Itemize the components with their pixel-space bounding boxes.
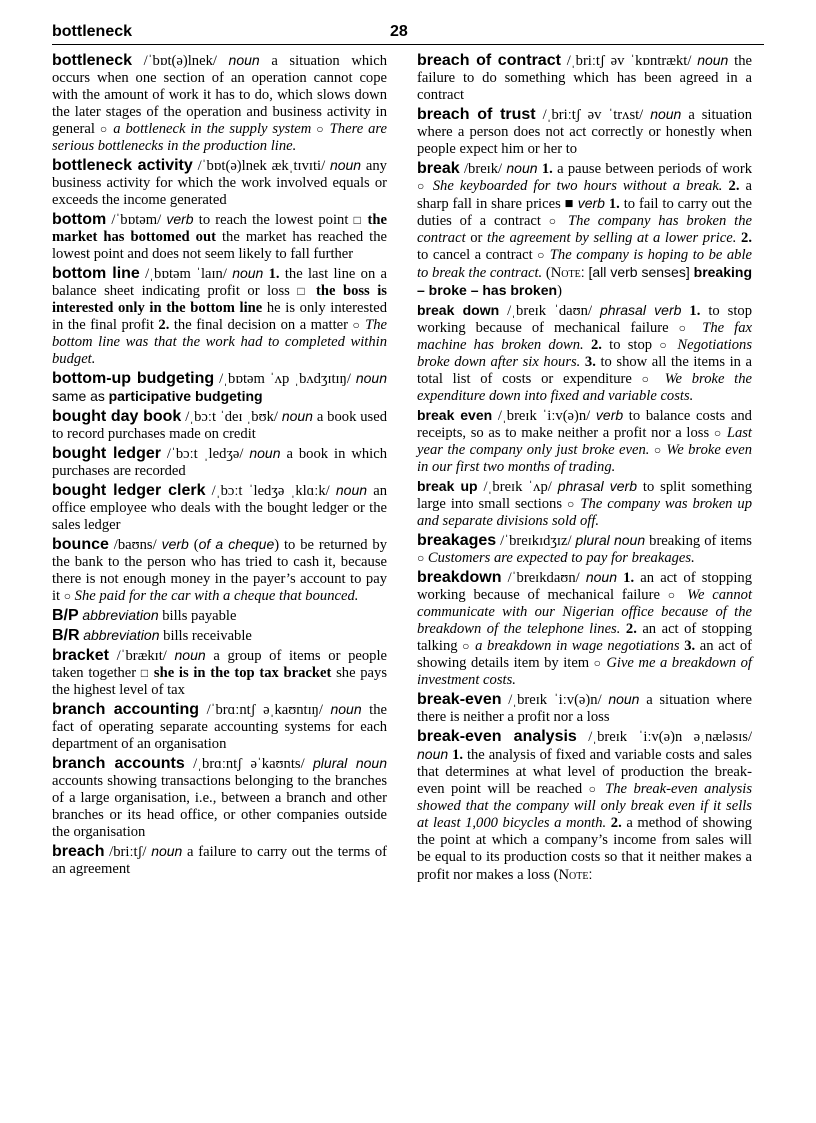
entry-headword: break even — [417, 407, 493, 423]
running-headword: bottleneck — [52, 23, 133, 40]
part-of-speech: noun — [355, 370, 387, 386]
entry-headword: break up — [417, 478, 478, 494]
example-text: There are serious bottlenecks in the production line. — [52, 121, 388, 154]
sense-number: 1. — [608, 196, 620, 212]
entry-text: to balance costs and receipts, so as to make neither a profit nor a loss — [417, 408, 752, 441]
entry-text: a method of showing the point at which a company’s income from sales will be equal to its production costs so that it neither makes a profit nor makes a loss ( — [417, 815, 752, 883]
entry-text: /ˌbreɪk ˈiːv(ə)n əˌnæləsɪs/ — [576, 729, 752, 745]
entry-text: ( — [542, 265, 551, 281]
part-of-speech: noun — [329, 157, 362, 173]
entry-text: the last line on a balance sheet indicating profit or loss — [52, 266, 387, 299]
example-marker: ○ — [566, 497, 576, 511]
left-column — [52, 52, 387, 880]
page-number: 28 — [390, 23, 408, 40]
entry-headword: bottleneck — [52, 52, 133, 69]
entry-text: /ˌbreɪk ˈiːv(ə)n/ — [501, 692, 609, 708]
entry-headword: break down — [417, 302, 500, 318]
entry-text — [655, 371, 665, 387]
dictionary-entry — [417, 691, 752, 726]
page-header — [52, 22, 764, 45]
entry-text: /ˌbɒtəm ˈlaɪn/ — [139, 266, 233, 282]
entry-text: /ˌbreɪk ˈʌp/ — [477, 479, 558, 495]
example-text: We broke even in our first two months of trading. — [417, 442, 752, 475]
example-marker: ○ — [548, 214, 561, 228]
entry-text: accounts showing transactions belonging to the branches of a large organisation, i.e., between a branch and other branches or its head office, or other companies outside the organisation — [52, 773, 387, 840]
sense-number: 2. — [610, 815, 622, 831]
entry-text: /ˈbɔːt ˌledʒə/ — [160, 446, 250, 462]
entry-headword: bottom line — [52, 265, 140, 282]
dictionary-entry — [417, 302, 752, 405]
entry-text — [692, 320, 702, 336]
entry-text: an act of showing details item by item — [417, 638, 752, 671]
entry-text: a situation which occurs when one section of an operation cannot cope with the amount of work it has to do, which slows down the later stages of the operation and business activity in general — [52, 53, 387, 137]
phrase-marker: □ — [140, 666, 150, 680]
entry-headword: bottleneck activity — [52, 157, 193, 174]
part-of-speech: noun — [585, 569, 617, 585]
dictionary-entry — [52, 843, 387, 878]
part-of-speech: verb — [166, 211, 194, 227]
dictionary-entry — [52, 627, 387, 645]
example-marker: ○ — [352, 318, 361, 332]
example-text: Give me a breakdown of investment costs. — [417, 655, 752, 688]
dictionary-entry — [52, 607, 387, 625]
sense-number: 3. — [684, 638, 696, 654]
example-marker: ○ — [641, 372, 655, 386]
example-text: The fax machine has broken down. — [417, 320, 753, 353]
note-label: Note — [558, 867, 589, 883]
dictionary-entry — [52, 482, 387, 534]
dictionary-entry — [417, 407, 752, 476]
dictionary-entry — [417, 106, 752, 158]
entry-headword: bracket — [52, 647, 109, 664]
part-of-speech: noun — [506, 160, 538, 176]
dictionary-entry — [52, 157, 387, 209]
entry-text — [308, 283, 316, 299]
example-text: The company was broken up and separate divisions sold off. — [417, 496, 752, 529]
entry-text: /ˈbɒt(ə)lnek/ — [132, 53, 229, 69]
right-column — [417, 52, 752, 886]
entry-text: an act of stopping working because of mechanical failure — [417, 570, 752, 603]
example-marker: ○ — [462, 639, 471, 653]
entry-text: the fact of operating separate accounting systems for each department of an organisation — [52, 702, 388, 752]
sense-number: 2. — [741, 230, 752, 246]
example-marker: ○ — [593, 656, 602, 670]
entry-text: to cancel a contract — [417, 247, 538, 263]
sense-number: 1. — [541, 161, 553, 177]
example-text: a bottleneck in the supply system — [113, 121, 312, 137]
entry-text: he is only interested in the final profit — [52, 300, 387, 333]
entry-text: a failure to carry out the terms of an agreement — [52, 844, 387, 877]
entry-text: /ˌbreɪk ˈdaʊn/ — [499, 303, 601, 319]
entry-headword: break-even — [417, 691, 502, 708]
dictionary-entry — [417, 728, 752, 884]
entry-headword: bought ledger — [52, 445, 161, 462]
example-marker: ○ — [713, 426, 723, 440]
entry-text: a group of items or people taken together — [52, 648, 387, 681]
part-of-speech: noun — [174, 647, 206, 663]
dictionary-entry — [417, 160, 752, 300]
example-marker: ○ — [417, 179, 427, 193]
part-of-speech: noun — [232, 265, 264, 281]
example-marker: ○ — [316, 122, 325, 136]
entry-text: /ˈbrækɪt/ — [108, 648, 175, 664]
entry-headword: breakages — [417, 532, 497, 549]
entry-text: /ˌbriːtʃ əv ˈtrʌst/ — [535, 107, 651, 123]
sense-number: 1. — [452, 747, 464, 763]
example-text: The company has broken the contract — [417, 213, 752, 246]
entry-text: /baʊns/ — [108, 537, 162, 553]
phrase: the market has bottomed out — [52, 212, 388, 245]
entry-text: to stop working because of mechanical failure — [417, 303, 753, 336]
entry-text: breaking of items — [645, 533, 752, 549]
part-of-speech: verb — [161, 536, 189, 552]
entry-text: /ˌbɒtəm ˈʌp ˌbʌdʒɪtɪŋ/ — [214, 371, 356, 387]
entry-text: to split something large into small sections — [417, 479, 753, 512]
entry-text: /ˈbɒt(ə)lnek ækˌtɪvɪti/ — [192, 158, 330, 174]
dictionary-entry — [52, 265, 387, 368]
cross-reference: participative budgeting — [108, 388, 263, 404]
example-text: Customers are expected to pay for breakages. — [427, 550, 695, 566]
example-text: Last year the company only just broke even. — [417, 425, 752, 458]
entry-text: the market has reached the lowest point and does not seem likely to fall further — [52, 229, 387, 262]
example-text: Negotiations broke down after six hours. — [417, 337, 752, 370]
dictionary-entry — [52, 211, 387, 263]
phrase: the boss is interested only in the bottom line — [52, 283, 387, 316]
dictionary-entry — [52, 701, 387, 753]
cross-reference: breaking – broke – has broken — [417, 264, 752, 298]
dictionary-entry — [52, 408, 387, 443]
entry-text: /ˈbrɑːntʃ əˌkaʊntɪŋ/ — [199, 702, 331, 718]
entry-text: bills payable — [158, 608, 237, 624]
example-marker: ○ — [588, 782, 599, 796]
entry-text: a book in which purchases are recorded — [52, 446, 388, 479]
dictionary-entry — [417, 478, 752, 530]
part-of-speech: noun — [650, 106, 682, 122]
entry-headword: bottom — [52, 211, 107, 228]
entry-text: she pays the highest level of tax — [52, 665, 388, 698]
part-of-speech: verb — [595, 407, 624, 423]
entry-headword: bottom-up budgeting — [52, 370, 215, 387]
entry-headword: breach of trust — [417, 106, 536, 123]
sense-number: 1. — [268, 266, 280, 282]
part-of-speech: noun — [330, 701, 362, 717]
part-of-speech: noun — [281, 408, 313, 424]
example-text: She paid for the car with a cheque that bounced. — [74, 588, 359, 604]
entry-text: ■ — [564, 196, 574, 212]
entry-headword: bought ledger clerk — [52, 482, 206, 499]
part-of-speech: of a cheque — [198, 536, 275, 552]
entry-text: /briːtʃ/ — [104, 844, 152, 860]
phrase: she is in the top tax bracket — [153, 665, 332, 681]
example-text: The company is hoping to be able to break the contract. — [417, 247, 752, 281]
dictionary-entry — [417, 52, 752, 104]
example-text: the agreement by selling at a lower price. — [487, 230, 737, 246]
entry-text — [584, 337, 591, 353]
entry-text: /ˌbrɑːntʃ əˈkaʊnts/ — [184, 756, 314, 772]
sense-number: 2. — [728, 178, 740, 194]
phrase-marker: □ — [353, 213, 363, 227]
entry-text: the failure to do something which has been agreed in a contract — [417, 53, 752, 103]
part-of-speech: noun — [335, 482, 368, 498]
part-of-speech: noun — [417, 746, 449, 762]
entry-text: to show all the items in a total list of costs or expenditure — [417, 354, 752, 387]
example-marker: ○ — [99, 122, 109, 136]
example-marker: ○ — [659, 338, 671, 352]
entry-text: /ˈbreɪkdaʊn/ — [501, 570, 586, 586]
entry-headword: breakdown — [417, 569, 502, 586]
entry-text: a book used to record purchases made on credit — [52, 409, 387, 442]
entry-text: a situation where a person does not act correctly or honestly when people expect him or her to — [417, 107, 753, 157]
part-of-speech: abbreviation — [82, 607, 159, 623]
example-text: We cannot communicate with our Nigerian office because of the breakdown of the telephone lines. — [417, 587, 752, 637]
dictionary-entry — [52, 755, 387, 841]
part-of-speech: phrasal verb — [600, 302, 682, 318]
entry-headword: breach — [52, 843, 105, 860]
entry-text: or — [465, 230, 488, 246]
dictionary-entry — [417, 569, 752, 689]
sense-number: 2. — [625, 621, 637, 637]
example-marker: ○ — [678, 321, 693, 335]
entry-text: ) — [557, 283, 562, 299]
part-of-speech: noun — [697, 52, 729, 68]
entry-text — [560, 213, 568, 229]
entry-text: /ˌbɔːt ˈdeɪ ˌbʊk/ — [181, 409, 282, 425]
example-marker: ○ — [537, 248, 546, 262]
entry-text: any business activity for which the work involved equals or exceeds the income generated — [52, 158, 387, 208]
entry-headword: B/R — [52, 627, 80, 644]
entry-headword: break — [417, 160, 460, 177]
part-of-speech: noun — [228, 52, 260, 68]
part-of-speech: verb — [577, 195, 605, 211]
part-of-speech: plural noun — [575, 532, 646, 548]
part-of-speech: abbreviation — [83, 627, 160, 643]
entry-text: /breɪk/ — [459, 161, 507, 177]
gloss-text: same as — [52, 388, 105, 404]
gloss-text: : [all verb senses] — [580, 264, 694, 280]
entry-headword: bounce — [52, 536, 109, 553]
sense-number: 2. — [590, 337, 602, 353]
example-marker: ○ — [417, 551, 425, 565]
sense-number: 3. — [584, 354, 596, 370]
phrase-marker: □ — [297, 284, 309, 298]
entry-headword: breach of contract — [417, 52, 561, 69]
entry-text: an office employee who deals with the bought ledger or the sales ledger — [52, 483, 387, 533]
entry-text — [679, 587, 687, 603]
example-text: The bottom line was that the work had to completed within budget. — [52, 317, 387, 367]
note-label: Note — [550, 265, 581, 281]
entry-text: the final decision on a matter — [169, 317, 353, 333]
entry-text: a sharp fall in share prices — [417, 178, 752, 212]
entry-text: /ˈbɒtəm/ — [106, 212, 167, 228]
entry-text: /ˌbɔːt ˈledʒə ˌklɑːk/ — [205, 483, 336, 499]
dictionary-entry — [52, 370, 387, 406]
entry-headword: branch accounting — [52, 701, 200, 718]
dictionary-entry — [52, 445, 387, 480]
entry-text: to reach the lowest point — [193, 212, 354, 228]
sense-number: 1. — [689, 303, 701, 319]
gloss-text: : — [588, 866, 593, 882]
entry-text: to fail to carry out the duties of a contract — [417, 196, 752, 229]
part-of-speech: noun — [608, 691, 640, 707]
entry-text: /ˈbreɪkɪdʒɪz/ — [496, 533, 576, 549]
example-marker: ○ — [667, 588, 680, 602]
example-marker: ○ — [653, 443, 662, 457]
entry-text: ( — [188, 537, 199, 553]
sense-number: 2. — [158, 317, 170, 333]
entry-text: an act of stopping talking — [417, 621, 753, 654]
dictionary-entry — [52, 536, 387, 605]
example-marker: ○ — [63, 589, 72, 603]
part-of-speech: plural noun — [313, 755, 388, 771]
entry-text: bills receivable — [159, 628, 252, 644]
dictionary-entry — [52, 52, 387, 155]
dictionary-entry — [52, 647, 387, 699]
entry-headword: bought day book — [52, 408, 182, 425]
part-of-speech: noun — [249, 445, 281, 461]
example-text: a breakdown in wage negotiations — [475, 638, 680, 654]
example-text: The break-even analysis showed that the company will only break even if it sells at least 1,000 bicycles a month. — [417, 781, 752, 831]
sense-number: 1. — [623, 570, 635, 586]
entry-text: ) to be returned by the bank to the person who has tried to cash it, because there is not enough money in the payer’s account to pay it — [52, 537, 388, 604]
entry-text: a pause between periods of work — [552, 161, 752, 177]
entry-text: a situation where there is neither a profit nor a loss — [417, 692, 752, 725]
entry-headword: break-even analysis — [417, 728, 577, 745]
part-of-speech: noun — [151, 843, 183, 859]
entry-headword: branch accounts — [52, 755, 185, 772]
entry-text: /ˌbreɪk ˈiːv(ə)n/ — [492, 408, 596, 424]
example-text: We broke the expenditure down into fixed and variable costs. — [417, 371, 753, 404]
dictionary-entry — [417, 532, 752, 567]
entry-text: /ˌbriːtʃ əv ˈkɒntrækt/ — [560, 53, 698, 69]
entry-headword: B/P — [52, 607, 79, 624]
part-of-speech: phrasal verb — [557, 478, 638, 494]
entry-text: to stop — [601, 337, 660, 353]
example-text: She keyboarded for two hours without a break. — [432, 178, 723, 194]
entry-text: the analysis of fixed and variable costs and sales that determines at what level of production the break-even point will be reached — [417, 747, 752, 797]
dictionary-page — [52, 22, 764, 883]
